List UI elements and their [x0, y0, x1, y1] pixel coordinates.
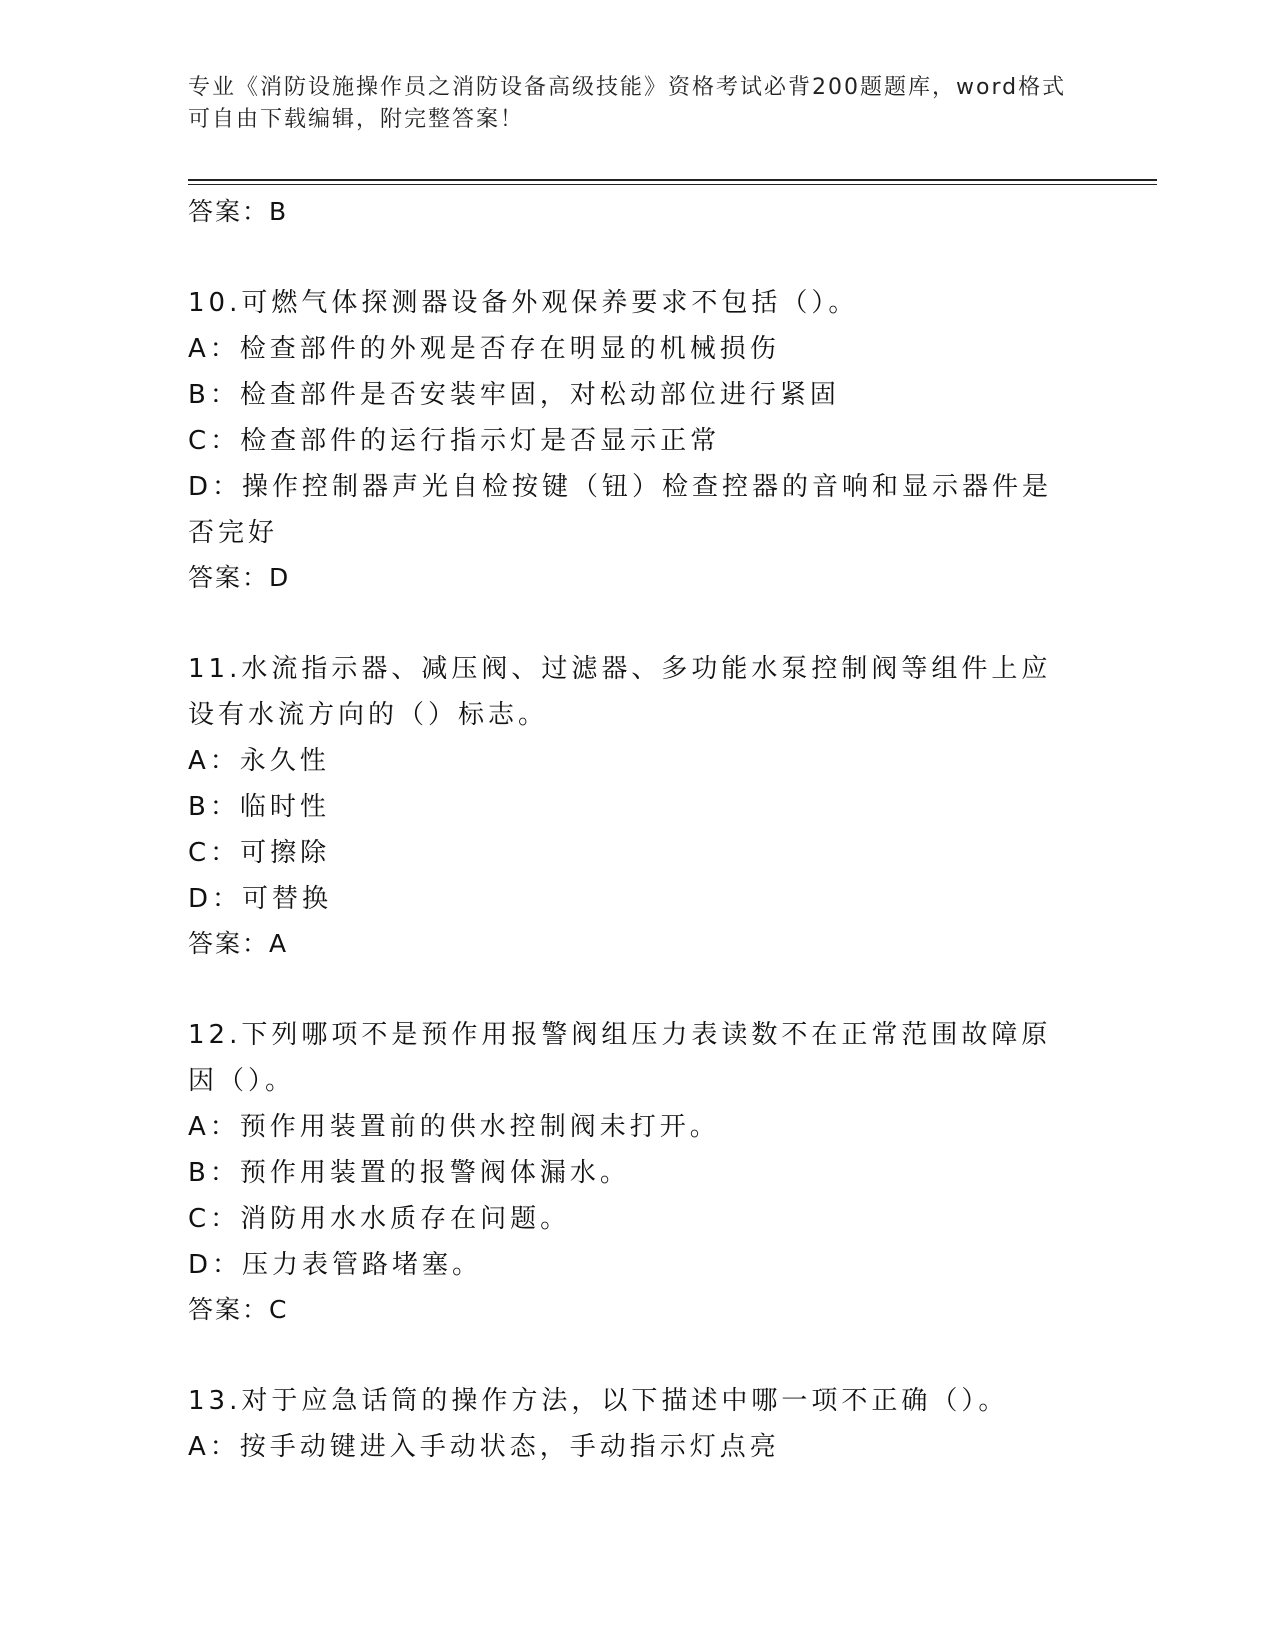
question-option: B：预作用装置的报警阀体漏水。 [188, 1158, 630, 1188]
question-stem: 13.对于应急话筒的操作方法，以下描述中哪一项不正确（）。 [188, 1386, 1009, 1416]
answer-line: 答案：A [188, 929, 289, 958]
question-option: A：永久性 [188, 746, 330, 776]
question-item [188, 280, 1068, 600]
question-item [188, 646, 1068, 966]
question-option: D：操作控制器声光自检按键（钮）检查控器的音响和显示器件是否完好 [188, 472, 1053, 548]
answer-line: 答案：C [188, 1295, 289, 1324]
question-stem: 12.下列哪项不是预作用报警阀组压力表读数不在正常范围故障原因（）。 [188, 1020, 1052, 1096]
question-option: D：压力表管路堵塞。 [188, 1250, 483, 1280]
question-option: C：检查部件的运行指示灯是否显示正常 [188, 426, 721, 456]
question-option: A：按手动键进入手动状态，手动指示灯点亮 [188, 1432, 780, 1462]
header-rule-bottom [188, 184, 1157, 185]
question-item [188, 1378, 1068, 1470]
answer-line: 答案：B [188, 197, 289, 226]
question-stem: 11.水流指示器、减压阀、过滤器、多功能水泵控制阀等组件上应设有水流方向的（）标志。 [188, 654, 1052, 730]
question-stem: 10.可燃气体探测器设备外观保养要求不包括（）。 [188, 288, 859, 318]
question-option: B：检查部件是否安装牢固，对松动部位进行紧固 [188, 380, 840, 410]
question-item [188, 1012, 1068, 1332]
question-list [188, 190, 1068, 1470]
question-option: C：消防用水水质存在问题。 [188, 1204, 571, 1234]
question-option: D：可替换 [188, 884, 333, 914]
document-header: 专业《消防设施操作员之消防设备高级技能》资格考试必背200题题库，word格式可自由下载编辑，附完整答案！ [188, 75, 1067, 132]
question-option: C：可擦除 [188, 838, 331, 868]
question-option: B：临时性 [188, 792, 330, 822]
answer-line: 答案：D [188, 563, 291, 592]
question-option: A：检查部件的外观是否存在明显的机械损伤 [188, 334, 780, 364]
header-rule-top [188, 179, 1157, 181]
question-option: A：预作用装置前的供水控制阀未打开。 [188, 1112, 720, 1142]
